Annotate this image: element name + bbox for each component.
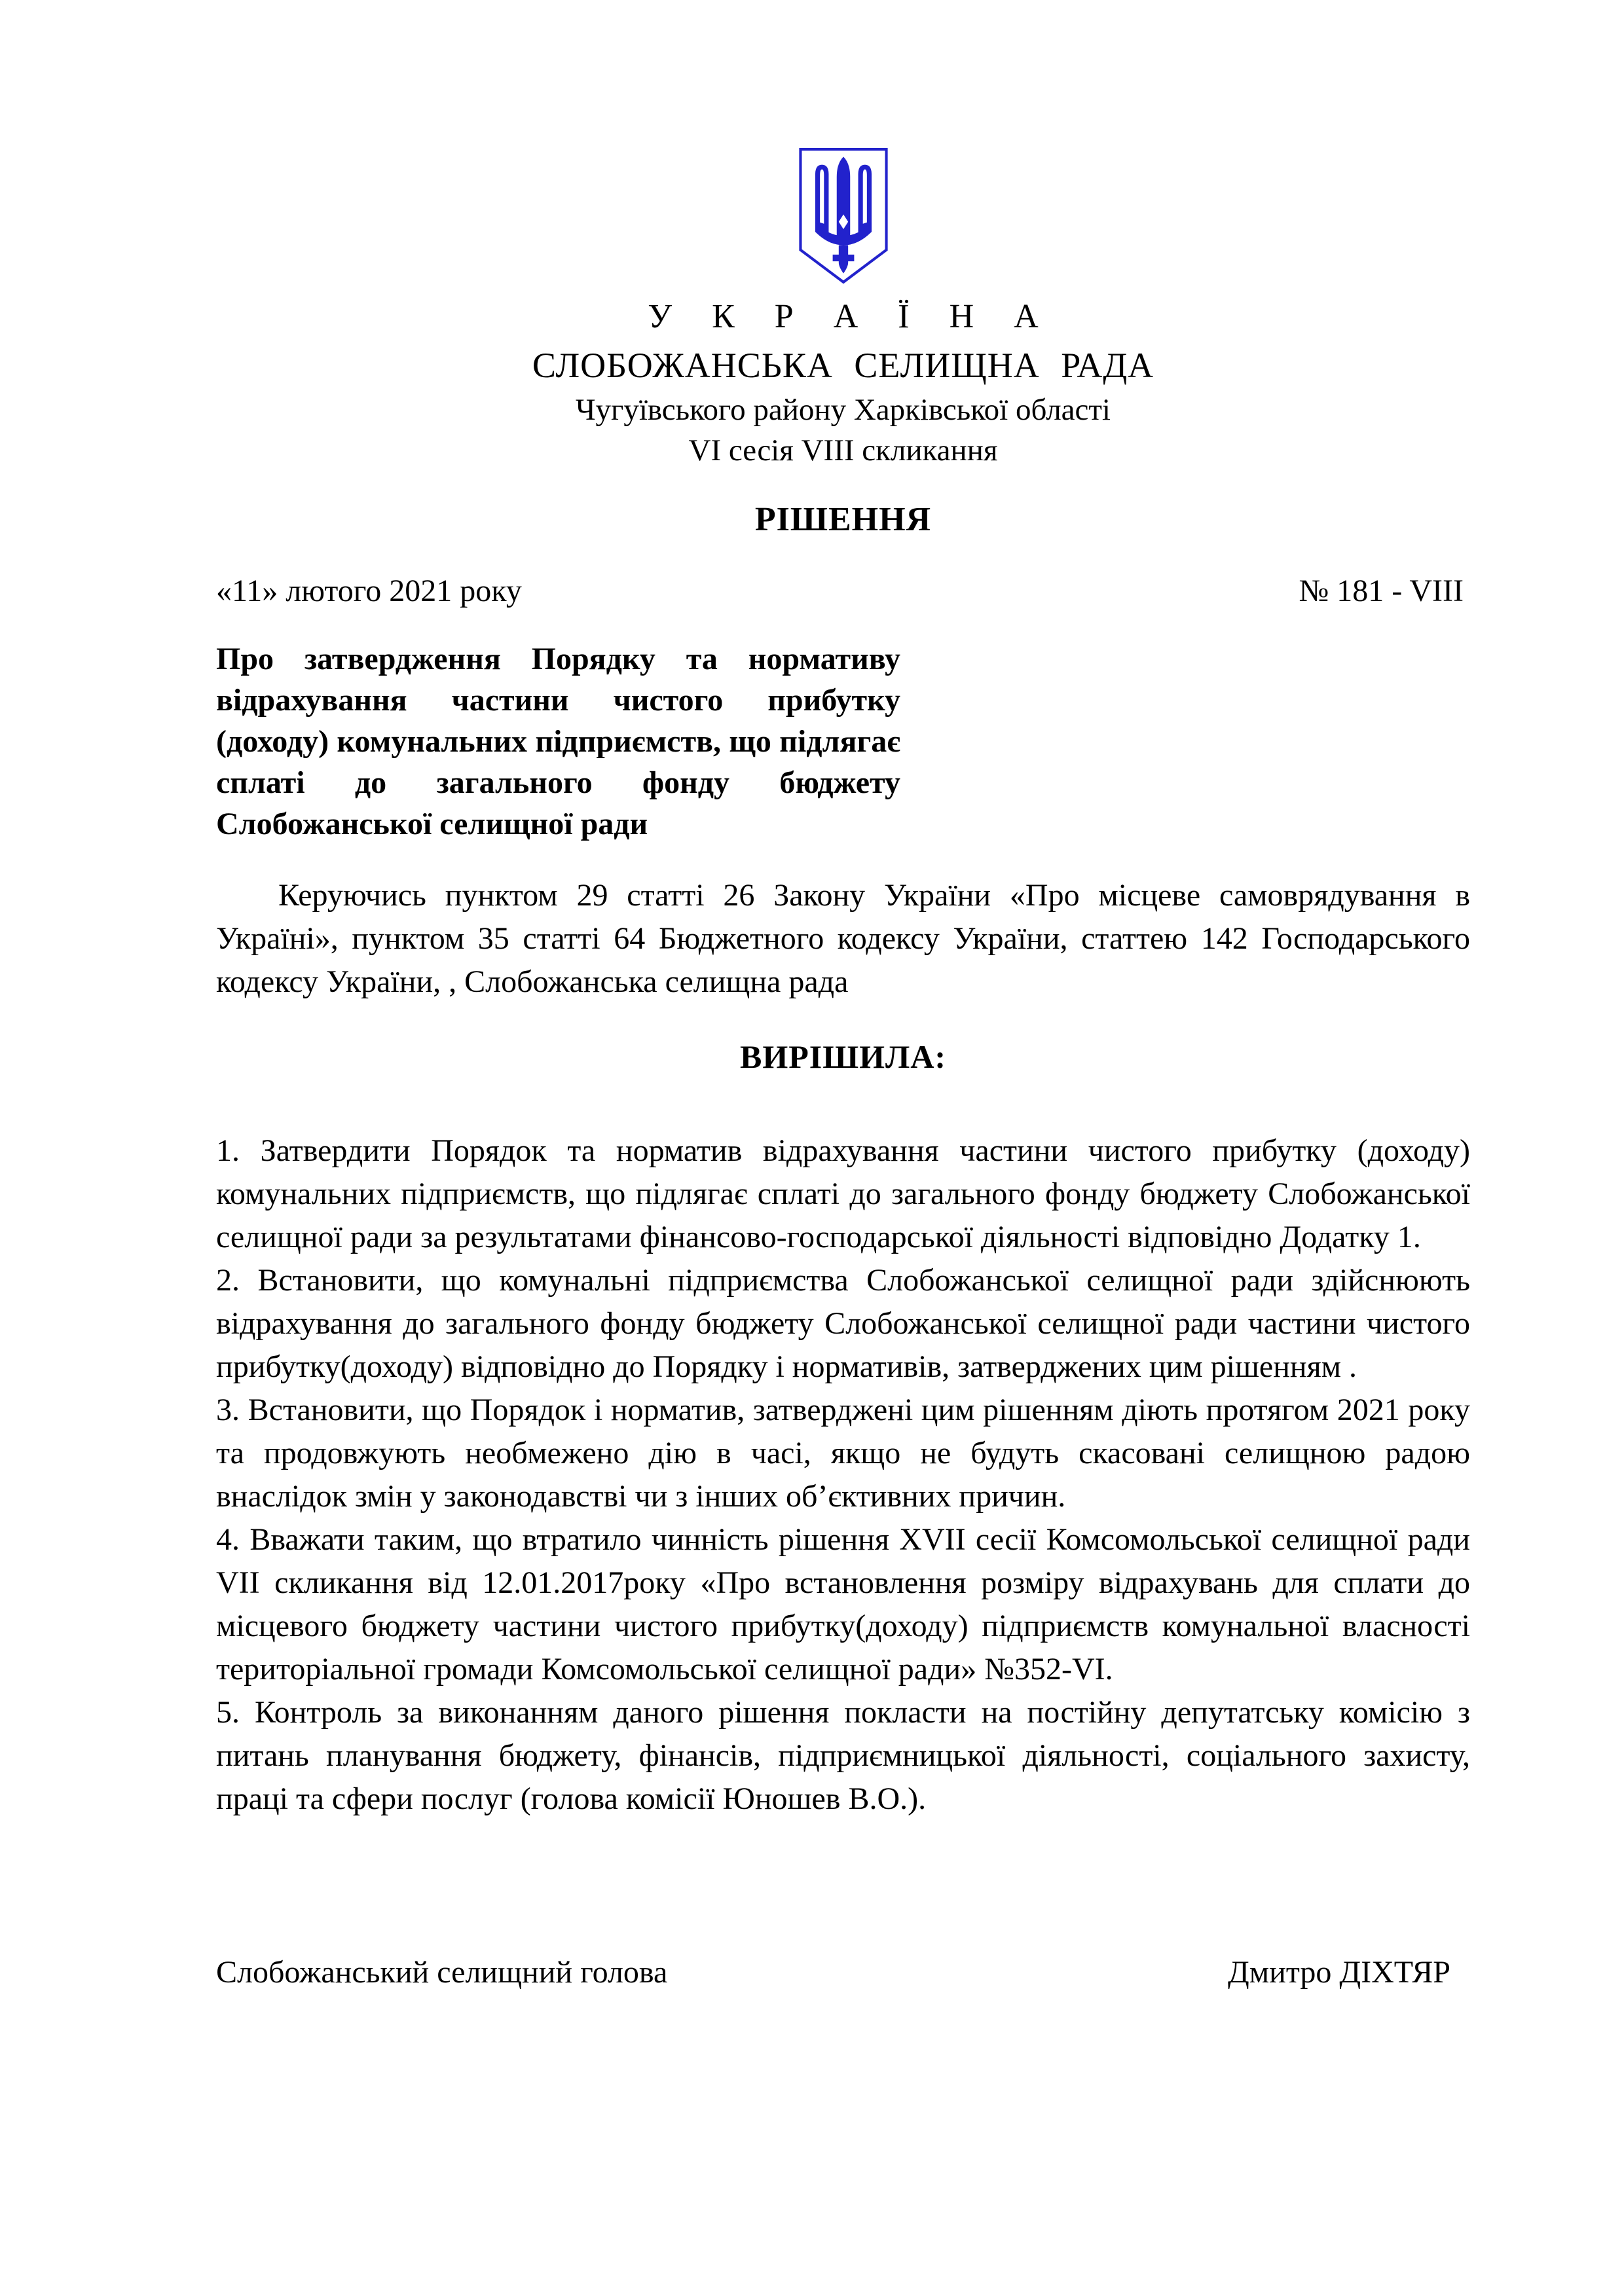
ukraine-trident-emblem-icon bbox=[798, 147, 889, 285]
document-preamble: Керуючись пунктом 29 статті 26 Закону України «Про місцеве самоврядування в Україні», пунктом 35 статті 64 Бюджетного кодексу України, статтею 142 Господарського кодексу України, , Слобожанська селищна рада bbox=[216, 878, 1470, 999]
header-council-name: СЛОБОЖАНСЬКА СЕЛИЩНА РАДА bbox=[532, 346, 1154, 385]
document-number: № 181 - VIII bbox=[1299, 574, 1464, 608]
signature-row bbox=[216, 1952, 1470, 1994]
document-subject: Про затвердження Порядку та нормативу відрахування частини чистого прибутку (доходу) комунальних підприємств, що підлягає сплаті до загального фонду бюджету Слобожанської селищної ради bbox=[216, 642, 900, 841]
document-date: «11» лютого 2021 року bbox=[216, 574, 522, 608]
document-content bbox=[0, 147, 1624, 1994]
document-header bbox=[216, 147, 1470, 471]
signature-name: Дмитро ДІХТЯР bbox=[1228, 1955, 1450, 1990]
header-country-name: У К Р А Ї Н А bbox=[648, 298, 1054, 335]
resolution-items bbox=[216, 1129, 1470, 1821]
resolution-item-2: 2. Встановити, що комунальні підприємства Слобожанської селищної ради здійснюють відрахування до загального фонду бюджету Слобожанської селищної ради частини чистого прибутку(доходу) відповідно до Порядку і нормативів, затверджених цим рішенням . bbox=[216, 1263, 1470, 1384]
resolution-item-1: 1. Затвердити Порядок та норматив відрахування частини чистого прибутку (доходу) комунальних підприємств, що підлягає сплаті до загального фонду бюджету Слобожанської селищної ради за результатами фінансово-господарської діяльності відповідно Додатку 1. bbox=[216, 1133, 1470, 1254]
header-district-line: Чугуївського району Харківської області bbox=[576, 393, 1111, 427]
header-session-line: VI сесія VIII скликання bbox=[688, 433, 998, 467]
resolution-heading: ВИРІШИЛА: bbox=[739, 1038, 947, 1075]
signature-role: Слобожанський селищний голова bbox=[216, 1955, 668, 1990]
resolution-item-4: 4. Вважати таким, що втратило чинність рішення XVII сесії Комсомольської селищної ради VII скликання від 12.01.2017року «Про встановлення розміру відрахувань для сплати до місцевого бюджету частини чистого прибутку(доходу) підприємств комунальної власності територіальної громади Комсомольської селищної ради» №352-VI. bbox=[216, 1522, 1470, 1686]
resolution-item-3: 3. Встановити, що Порядок і норматив, затверджені цим рішенням діють протягом 2021 року та продовжують необмежено дію в часі, якщо не будуть скасовані селищною радою внаслідок змін у законодавстві чи з інших об’єктивних причин. bbox=[216, 1393, 1470, 1514]
document-title: РІШЕННЯ bbox=[754, 501, 932, 538]
resolution-item-5: 5. Контроль за виконанням даного рішення покласти на постійну депутатську комісію з питань планування бюджету, фінансів, підприємницької діяльності, соціального захисту, праці та сфери послуг (голова комісії Юношев В.О.). bbox=[216, 1695, 1470, 1816]
document-meta-row bbox=[216, 570, 1470, 612]
